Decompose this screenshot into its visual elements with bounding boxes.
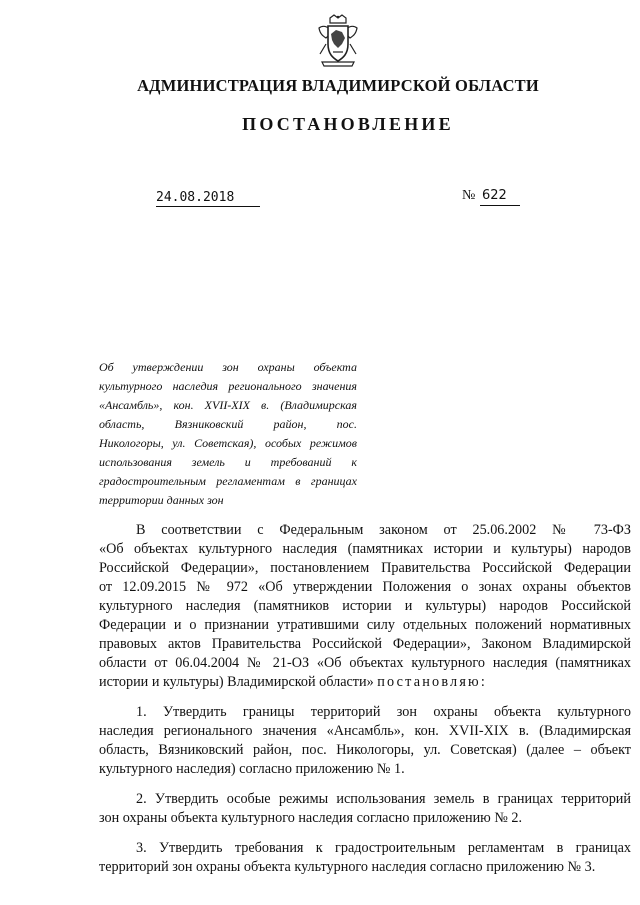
body-line: культурного наследия) согласно приложению № 1.: [99, 761, 405, 777]
item-2: [99, 790, 631, 828]
body-line: 1. Утвердить границы территорий зон охраны объекта культурного: [136, 704, 631, 720]
document-subject: [99, 358, 357, 510]
body-line: территорий зон охраны объекта культурного наследия согласно приложению № 3.: [99, 859, 596, 875]
preamble-paragraph: [99, 521, 631, 692]
preamble-end: истории и культуры) Владимирской области»: [99, 674, 374, 690]
coat-of-arms-icon: [316, 14, 360, 68]
body-line: Российской Федерации», постановлением Правительства Российской Федерации: [99, 560, 631, 576]
authority-name: АДМИНИСТРАЦИЯ ВЛАДИМИРСКОЙ ОБЛАСТИ: [137, 76, 539, 95]
number-label: №: [462, 188, 476, 203]
body-line: «Об объектах культурного наследия (памятниках истории и культуры) народов: [99, 541, 631, 557]
document-date: 24.08.2018: [156, 190, 260, 207]
decree-word: постановляю:: [377, 674, 487, 690]
body-line: правовых актов Правительства Российской Федерации», Законом Владимирской: [99, 636, 631, 652]
body-line: области от 06.04.2004 № 21-ОЗ «Об объектах культурного наследия (памятниках: [99, 655, 631, 671]
subject-line: Никологоры, ул. Советская), особых режимов: [99, 436, 357, 450]
body-line: [99, 673, 631, 692]
subject-line: Об утверждении зон охраны объекта: [99, 360, 357, 374]
body-line: 2. Утвердить особые режимы использования земель в границах территорий: [136, 791, 631, 807]
body-line: 3. Утвердить требования к градостроительным регламентам в границах: [136, 840, 631, 856]
subject-line: область, Вязниковский район, пос.: [99, 417, 357, 431]
item-3: [99, 839, 631, 877]
body-line: культурного наследия (памятников истории и культуры) народов Российской: [99, 598, 631, 614]
body-line: Федерации и о признании утратившими силу отдельных положений нормативных: [99, 617, 631, 633]
item-1: [99, 703, 631, 779]
document-number: 622: [480, 188, 520, 206]
subject-line: использования земель и требований к: [99, 455, 357, 469]
body-line: наследия регионального значения «Ансамбль», кон. XVII-XIX в. (Владимирская: [99, 723, 631, 739]
body-line: В соответствии с Федеральным законом от 25.06.2002 № 73-ФЗ: [136, 522, 631, 538]
body-line: область, Вязниковский район, пос. Никологоры, ул. Советская) (далее – объект: [99, 742, 631, 758]
document-type: ПОСТАНОВЛЕНИЕ: [242, 114, 454, 134]
subject-line: градостроительным регламентам в границах: [99, 474, 357, 488]
body-line: от 12.09.2015 № 972 «Об утверждении Положения о зонах охраны объектов: [99, 579, 631, 595]
subject-line: «Ансамбль», кон. XVII-XIX в. (Владимирская: [99, 398, 357, 412]
subject-line: территории данных зон: [99, 493, 224, 507]
document-body: [99, 521, 631, 888]
body-line: зон охраны объекта культурного наследия согласно приложению № 2.: [99, 810, 523, 826]
subject-line: культурного наследия регионального значения: [99, 379, 357, 393]
